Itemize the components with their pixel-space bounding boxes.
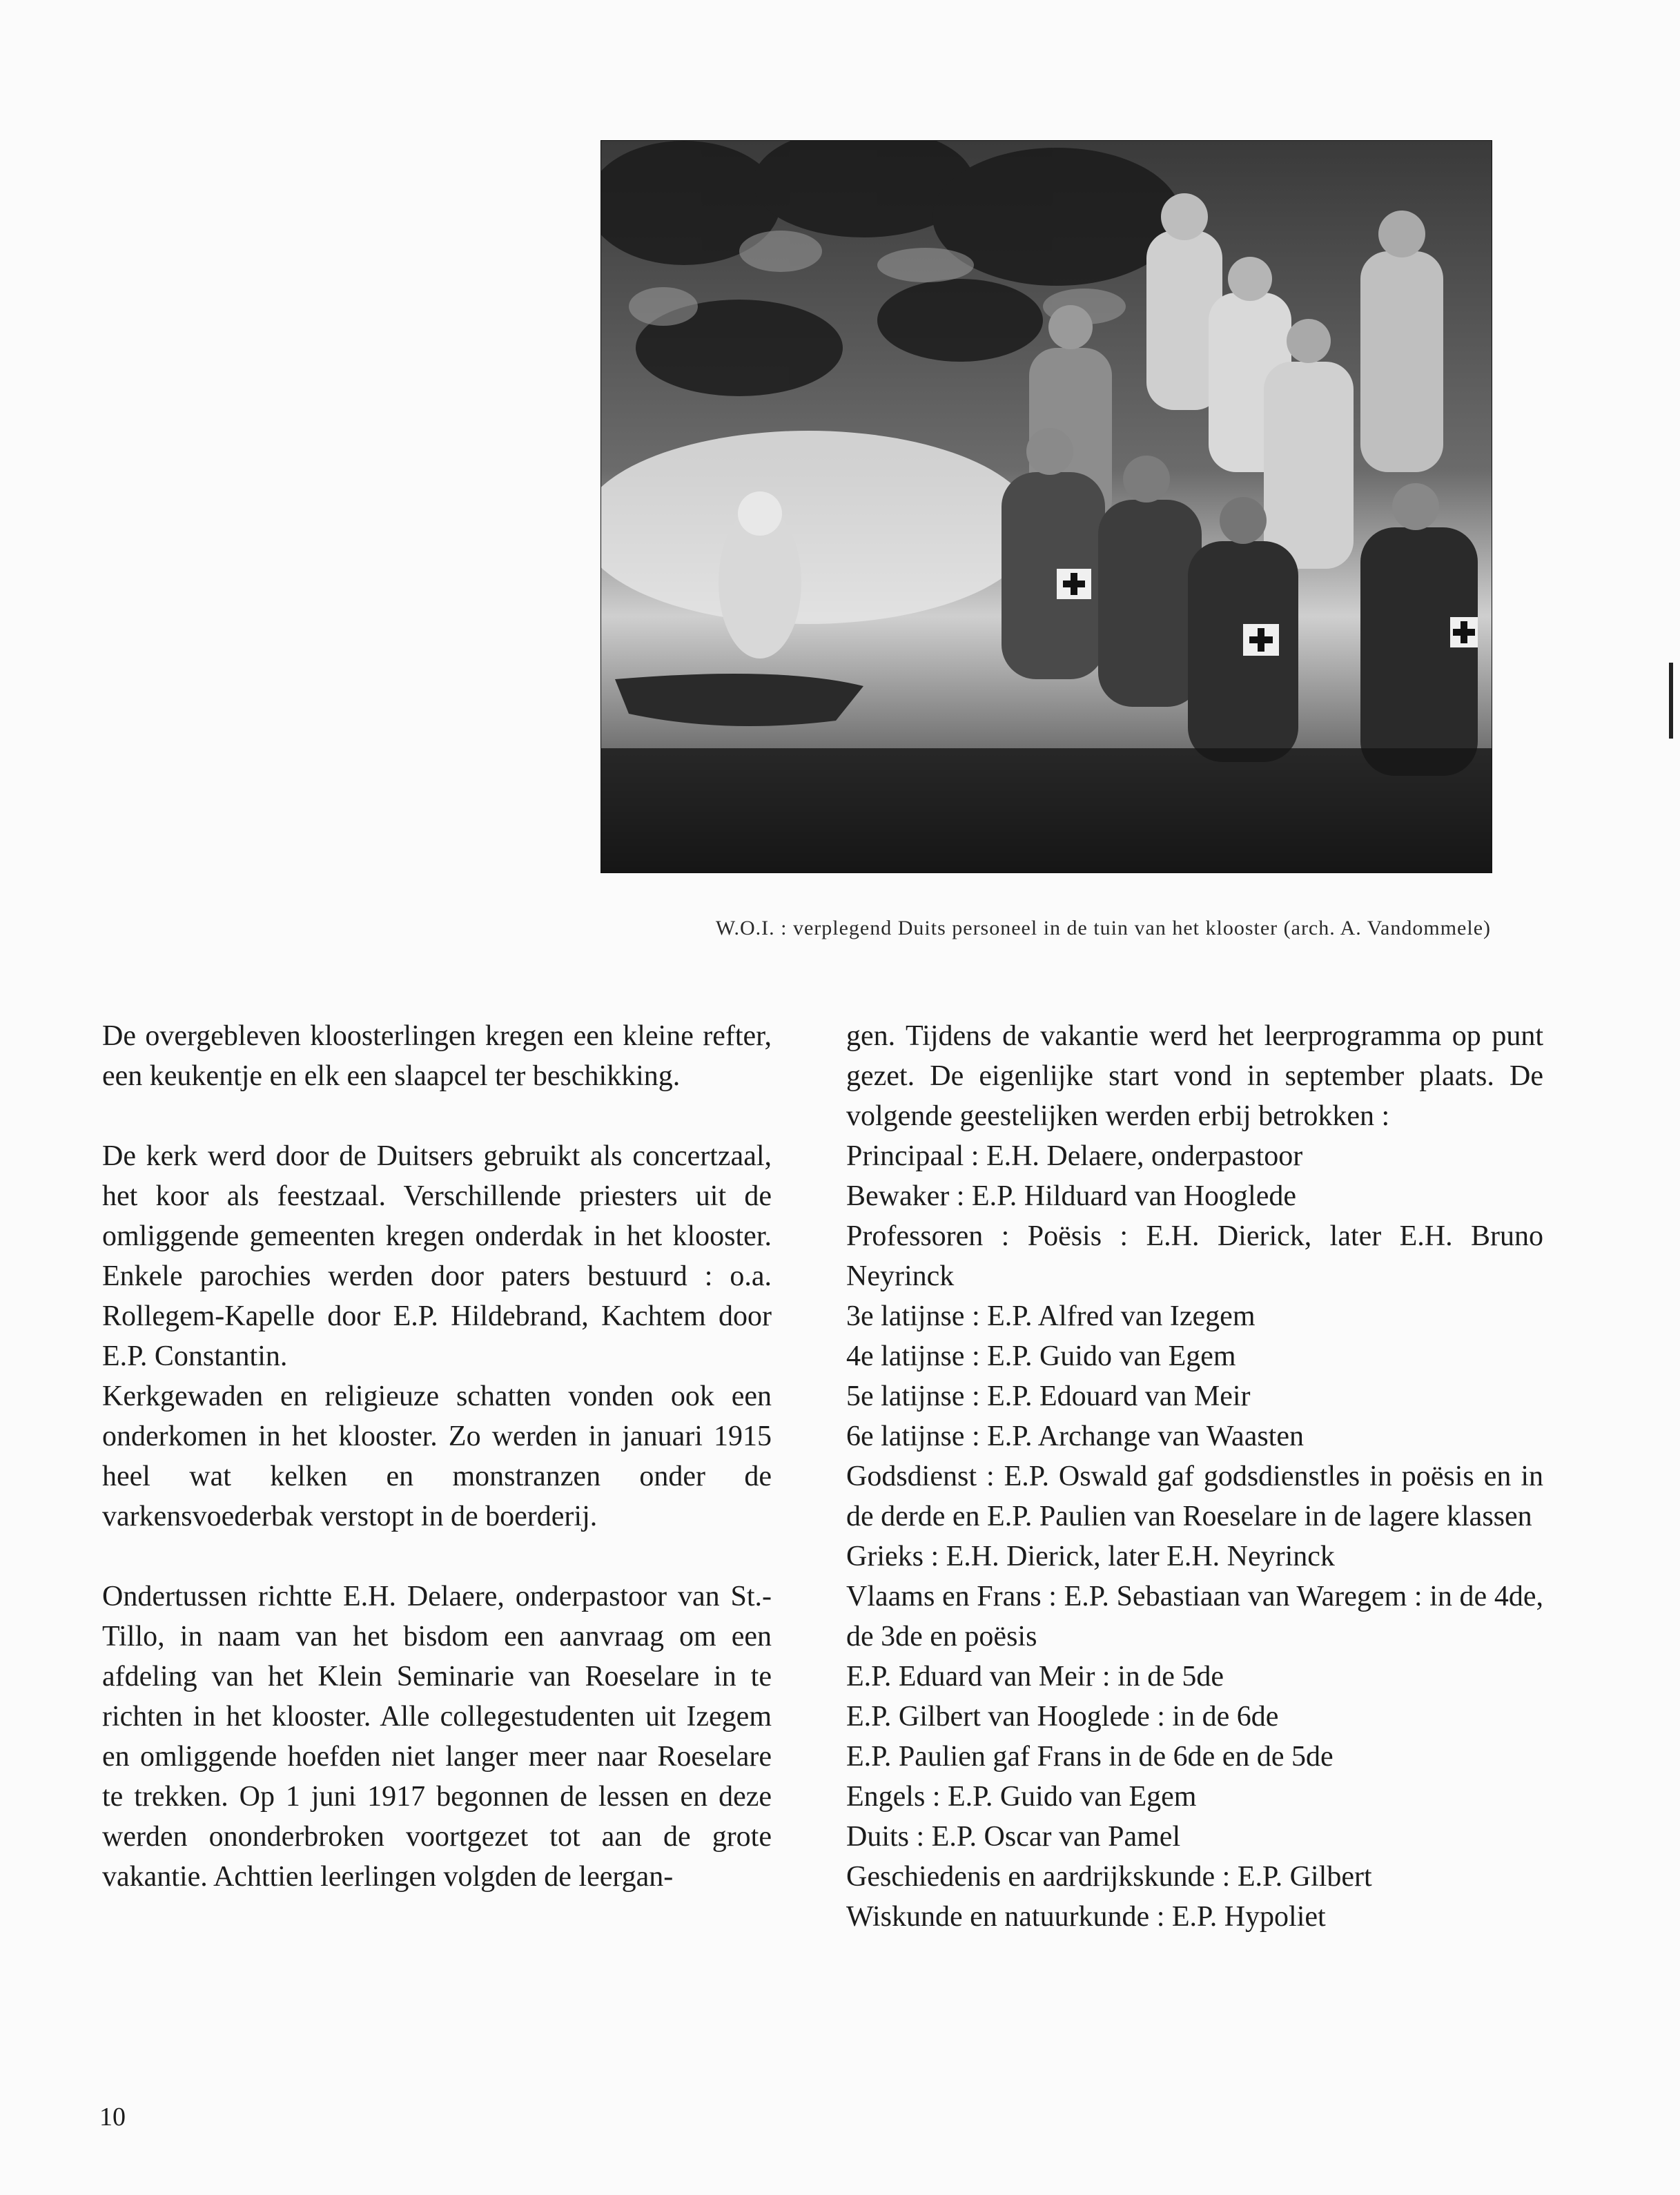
paragraph: De kerk werd door de Duitsers gebruikt als concertzaal, het koor als feestzaal. Verschillende priesters uit de omliggende gemeenten kregen onderdak in het klooster. Enkele parochies werden door paters bestuurd : o.a. Rollegem-Kapelle door E.P. Hildebrand, Kachtem door E.P. Constantin. (102, 1140, 772, 1372)
list-item: Bewaker : E.P. Hilduard van Hooglede (846, 1180, 1297, 1212)
right-column (846, 1016, 1543, 1937)
list-item: Vlaams en Frans : E.P. Sebastiaan van Waregem : in de 4de, de 3de en poësis (846, 1581, 1543, 1652)
list-item: E.P. Paulien gaf Frans in de 6de en de 5de (846, 1741, 1334, 1773)
photo-caption: W.O.I. : verplegend Duits personeel in de tuin van het klooster (arch. A. Vandommele) (715, 917, 1491, 939)
list-item: Geschiedenis en aardrijkskunde : E.P. Gilbert (846, 1861, 1372, 1893)
historical-photo (600, 140, 1492, 873)
list-item: Wiskunde en natuurkunde : E.P. Hypoliet (846, 1901, 1326, 1933)
list-item: Duits : E.P. Oscar van Pamel (846, 1821, 1181, 1853)
list-item: Professoren : Poësis : E.H. Dierick, later E.H. Bruno Neyrinck (846, 1220, 1543, 1292)
list-item: 5e latijnse : E.P. Edouard van Meir (846, 1381, 1251, 1412)
list-item: E.P. Eduard van Meir : in de 5de (846, 1661, 1224, 1692)
paragraph: Ondertussen richtte E.H. Delaere, onderpastoor van St.-Tillo, in naam van het bisdom een aanvraag om een afdeling van het Klein Seminarie van Roeselare in te richten in het klooster. Alle collegestudenten uit Izegem en omliggende hoefden niet langer meer naar Roeselare te trekken. Op 1 juni 1917 begonnen de lessen en deze werden ononderbroken voortgezet tot aan de grote vakantie. Achttien leerlingen volgden de leergan- (102, 1581, 772, 1893)
list-item: E.P. Gilbert van Hooglede : in de 6de (846, 1701, 1279, 1733)
scan-edge-mark (1669, 663, 1673, 739)
list-item: Engels : E.P. Guido van Egem (846, 1781, 1197, 1813)
paragraph: gen. Tijdens de vakantie werd het leerprogramma op punt gezet. De eigenlijke start vond in september plaats. De volgende geestelijken werden erbij betrokken : (846, 1020, 1543, 1132)
list-item: Principaal : E.H. Delaere, onderpastoor (846, 1140, 1303, 1172)
list-item: 4e latijnse : E.P. Guido van Egem (846, 1340, 1236, 1372)
paragraph: De overgebleven kloosterlingen kregen een kleine refter, een keukentje en elk een slaapcel ter beschikking. (102, 1020, 772, 1092)
list-item: Godsdienst : E.P. Oswald gaf godsdienstles in poësis en in de derde en E.P. Paulien van Roeselare in de lagere klassen (846, 1461, 1543, 1532)
list-item: 3e latijnse : E.P. Alfred van Izegem (846, 1300, 1256, 1332)
paragraph: Kerkgewaden en religieuze schatten vonden ook een onderkomen in het klooster. Zo werden in januari 1915 heel wat kelken en monstranzen onder de varkensvoederbak verstopt in de boerderij. (102, 1381, 772, 1532)
left-column (102, 1016, 772, 1897)
list-item: 6e latijnse : E.P. Archange van Waasten (846, 1421, 1304, 1452)
list-item: Grieks : E.H. Dierick, later E.H. Neyrinck (846, 1541, 1335, 1572)
page-number: 10 (99, 2103, 126, 2131)
photo-icon (601, 141, 1492, 872)
